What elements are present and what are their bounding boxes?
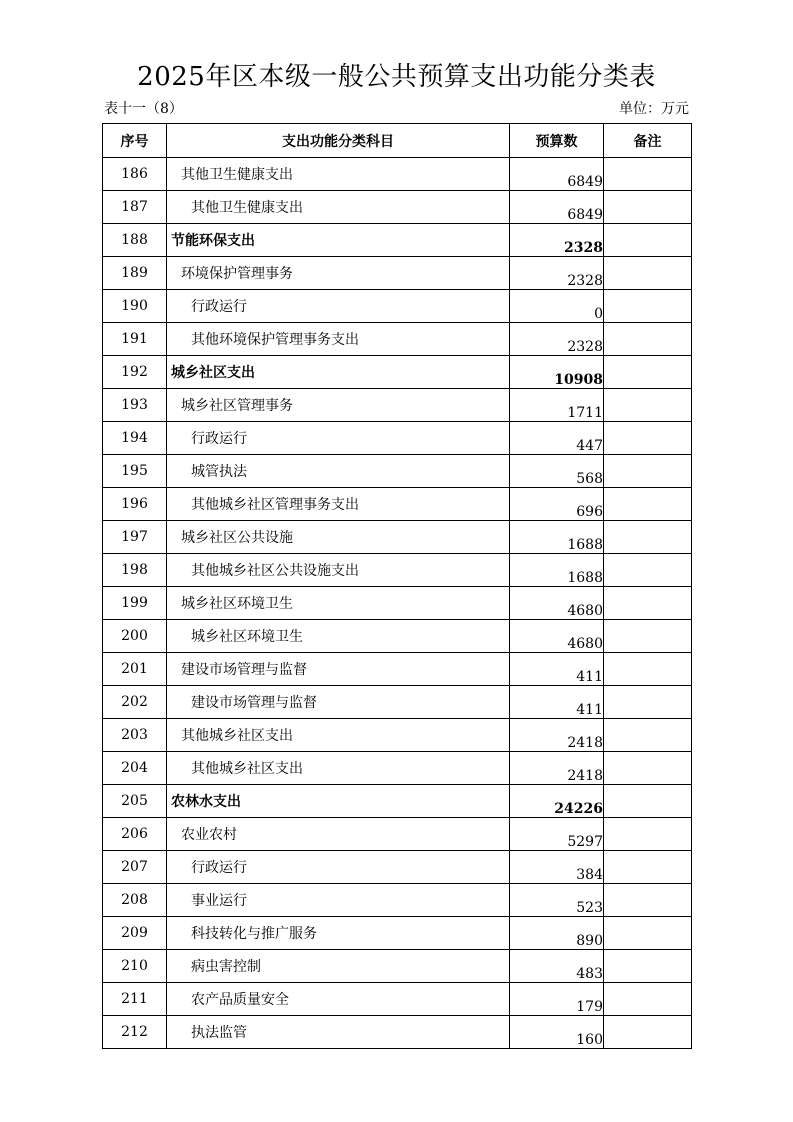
row-category-name: 事业运行 xyxy=(167,884,510,917)
row-note xyxy=(604,917,692,950)
table-row xyxy=(103,290,692,323)
row-note xyxy=(604,620,692,653)
column-header-no: 序号 xyxy=(103,124,167,158)
row-category-name: 节能环保支出 xyxy=(167,224,510,257)
row-number: 186 xyxy=(103,158,167,191)
row-note xyxy=(604,686,692,719)
table-row xyxy=(103,686,692,719)
row-number: 195 xyxy=(103,455,167,488)
row-number: 190 xyxy=(103,290,167,323)
row-budget-amount: 2328 xyxy=(510,323,604,356)
row-number: 212 xyxy=(103,1016,167,1049)
row-category-name: 其他城乡社区管理事务支出 xyxy=(167,488,510,521)
unit-label: 单位：万元 xyxy=(619,101,689,117)
row-number: 207 xyxy=(103,851,167,884)
table-row xyxy=(103,719,692,752)
column-header-note: 备注 xyxy=(604,124,692,158)
row-budget-amount: 890 xyxy=(510,917,604,950)
row-note xyxy=(604,224,692,257)
row-number: 197 xyxy=(103,521,167,554)
row-note xyxy=(604,818,692,851)
table-row xyxy=(103,785,692,818)
row-budget-amount: 411 xyxy=(510,653,604,686)
table-row xyxy=(103,851,692,884)
row-category-name: 其他城乡社区公共设施支出 xyxy=(167,554,510,587)
row-budget-amount: 4680 xyxy=(510,620,604,653)
row-note xyxy=(604,1016,692,1049)
row-category-name: 城乡社区环境卫生 xyxy=(167,620,510,653)
row-number: 208 xyxy=(103,884,167,917)
table-row xyxy=(103,1016,692,1049)
row-number: 189 xyxy=(103,257,167,290)
page-title: 2025年区本级一般公共预算支出功能分类表 xyxy=(137,62,656,92)
row-category-name: 行政运行 xyxy=(167,851,510,884)
row-number: 192 xyxy=(103,356,167,389)
row-note xyxy=(604,950,692,983)
row-budget-amount: 523 xyxy=(510,884,604,917)
row-number: 201 xyxy=(103,653,167,686)
row-budget-amount: 411 xyxy=(510,686,604,719)
row-category-name: 城乡社区支出 xyxy=(167,356,510,389)
row-budget-amount: 2328 xyxy=(510,224,604,257)
row-budget-amount: 2418 xyxy=(510,719,604,752)
row-budget-amount: 2418 xyxy=(510,752,604,785)
row-number: 188 xyxy=(103,224,167,257)
table-row xyxy=(103,323,692,356)
row-note xyxy=(604,257,692,290)
row-note xyxy=(604,554,692,587)
row-category-name: 城乡社区公共设施 xyxy=(167,521,510,554)
row-note xyxy=(604,983,692,1016)
row-note xyxy=(604,587,692,620)
row-category-name: 建设市场管理与监督 xyxy=(167,653,510,686)
row-budget-amount: 160 xyxy=(510,1016,604,1049)
table-row xyxy=(103,818,692,851)
row-category-name: 农产品质量安全 xyxy=(167,983,510,1016)
table-row xyxy=(103,554,692,587)
table-header-row xyxy=(103,124,692,158)
row-number: 191 xyxy=(103,323,167,356)
row-category-name: 其他城乡社区支出 xyxy=(167,719,510,752)
row-number: 206 xyxy=(103,818,167,851)
table-row xyxy=(103,356,692,389)
row-note xyxy=(604,653,692,686)
row-category-name: 行政运行 xyxy=(167,422,510,455)
row-note xyxy=(604,356,692,389)
row-category-name: 环境保护管理事务 xyxy=(167,257,510,290)
table-number: 表十一（8） xyxy=(104,101,183,117)
row-budget-amount: 483 xyxy=(510,950,604,983)
row-budget-amount: 4680 xyxy=(510,587,604,620)
column-header-amount: 预算数 xyxy=(510,124,604,158)
row-number: 209 xyxy=(103,917,167,950)
row-category-name: 执法监管 xyxy=(167,1016,510,1049)
row-budget-amount: 384 xyxy=(510,851,604,884)
table-row xyxy=(103,587,692,620)
table-row xyxy=(103,488,692,521)
table-row xyxy=(103,917,692,950)
table-row xyxy=(103,224,692,257)
row-budget-amount: 696 xyxy=(510,488,604,521)
row-note xyxy=(604,488,692,521)
row-number: 202 xyxy=(103,686,167,719)
row-category-name: 其他卫生健康支出 xyxy=(167,158,510,191)
row-number: 198 xyxy=(103,554,167,587)
row-number: 199 xyxy=(103,587,167,620)
table-row xyxy=(103,752,692,785)
row-number: 187 xyxy=(103,191,167,224)
row-number: 204 xyxy=(103,752,167,785)
row-note xyxy=(604,752,692,785)
row-category-name: 病虫害控制 xyxy=(167,950,510,983)
row-number: 193 xyxy=(103,389,167,422)
row-budget-amount: 6849 xyxy=(510,158,604,191)
row-category-name: 城乡社区环境卫生 xyxy=(167,587,510,620)
column-header-name: 支出功能分类科目 xyxy=(167,124,510,158)
table-row xyxy=(103,257,692,290)
row-category-name: 其他城乡社区支出 xyxy=(167,752,510,785)
table-row xyxy=(103,158,692,191)
row-category-name: 其他环境保护管理事务支出 xyxy=(167,323,510,356)
row-budget-amount: 1711 xyxy=(510,389,604,422)
row-budget-amount: 447 xyxy=(510,422,604,455)
row-note xyxy=(604,521,692,554)
row-budget-amount: 6849 xyxy=(510,191,604,224)
row-budget-amount: 2328 xyxy=(510,257,604,290)
table-row xyxy=(103,191,692,224)
row-number: 203 xyxy=(103,719,167,752)
table-row xyxy=(103,950,692,983)
table-row xyxy=(103,884,692,917)
row-budget-amount: 10908 xyxy=(510,356,604,389)
table-row xyxy=(103,521,692,554)
row-category-name: 建设市场管理与监督 xyxy=(167,686,510,719)
row-number: 210 xyxy=(103,950,167,983)
table-row xyxy=(103,620,692,653)
row-note xyxy=(604,290,692,323)
row-category-name: 农林水支出 xyxy=(167,785,510,818)
row-number: 194 xyxy=(103,422,167,455)
row-note xyxy=(604,719,692,752)
row-budget-amount: 568 xyxy=(510,455,604,488)
row-number: 211 xyxy=(103,983,167,1016)
row-budget-amount: 0 xyxy=(510,290,604,323)
row-note xyxy=(604,422,692,455)
row-category-name: 其他卫生健康支出 xyxy=(167,191,510,224)
row-note xyxy=(604,191,692,224)
row-budget-amount: 179 xyxy=(510,983,604,1016)
row-budget-amount: 24226 xyxy=(510,785,604,818)
row-category-name: 行政运行 xyxy=(167,290,510,323)
row-number: 200 xyxy=(103,620,167,653)
row-note xyxy=(604,884,692,917)
row-note xyxy=(604,455,692,488)
table-row xyxy=(103,389,692,422)
row-category-name: 城管执法 xyxy=(167,455,510,488)
table-row xyxy=(103,653,692,686)
row-number: 196 xyxy=(103,488,167,521)
row-note xyxy=(604,158,692,191)
row-number: 205 xyxy=(103,785,167,818)
row-budget-amount: 1688 xyxy=(510,554,604,587)
row-category-name: 科技转化与推广服务 xyxy=(167,917,510,950)
row-budget-amount: 5297 xyxy=(510,818,604,851)
row-budget-amount: 1688 xyxy=(510,521,604,554)
budget-table xyxy=(102,123,692,1049)
row-category-name: 城乡社区管理事务 xyxy=(167,389,510,422)
table-row xyxy=(103,455,692,488)
row-note xyxy=(604,323,692,356)
table-body xyxy=(103,158,692,1049)
row-note xyxy=(604,851,692,884)
row-category-name: 农业农村 xyxy=(167,818,510,851)
table-row xyxy=(103,983,692,1016)
row-note xyxy=(604,389,692,422)
row-note xyxy=(604,785,692,818)
table-row xyxy=(103,422,692,455)
